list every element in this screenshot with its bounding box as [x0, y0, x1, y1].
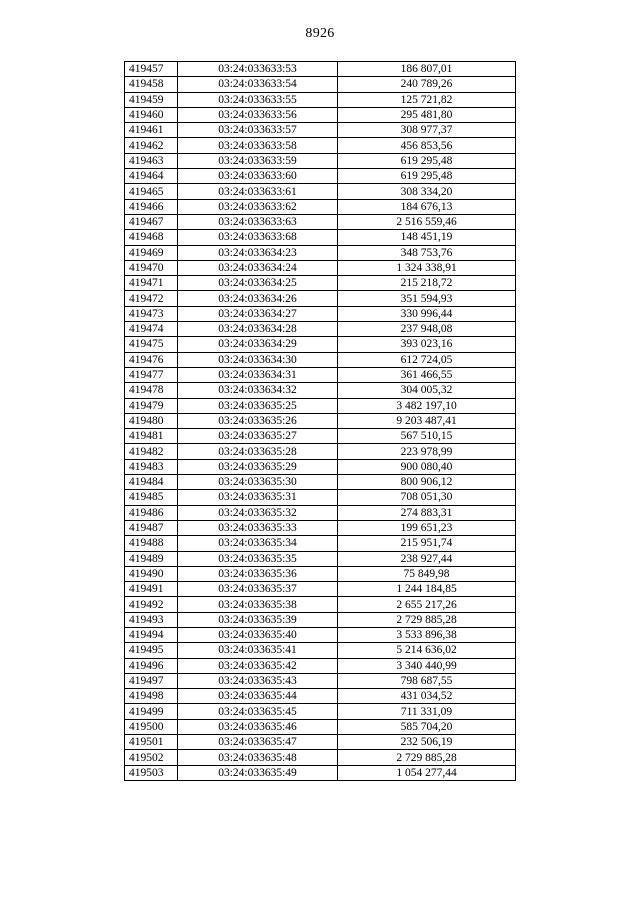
cadastral-value-cell: 1 054 277,44 — [338, 765, 516, 780]
table-row — [125, 383, 516, 398]
cadastral-number-cell: 03:24:033635:44 — [178, 689, 338, 704]
cadastral-value-cell: 199 651,23 — [338, 520, 516, 535]
cadastral-number-cell: 03:24:033633:60 — [178, 169, 338, 184]
cadastral-value-cell: 431 034,52 — [338, 689, 516, 704]
table-row — [125, 398, 516, 413]
table-row — [125, 627, 516, 642]
cadastral-number-cell: 03:24:033635:25 — [178, 398, 338, 413]
table-row — [125, 719, 516, 734]
cadastral-value-cell: 238 927,44 — [338, 551, 516, 566]
row-number-cell: 419475 — [125, 337, 178, 352]
row-number-cell: 419458 — [125, 77, 178, 92]
table-row — [125, 107, 516, 122]
row-number-cell: 419460 — [125, 107, 178, 122]
table-row — [125, 214, 516, 229]
row-number-cell: 419465 — [125, 184, 178, 199]
cadastral-value-cell: 2 729 885,28 — [338, 750, 516, 765]
row-number-cell: 419472 — [125, 291, 178, 306]
row-number-cell: 419495 — [125, 643, 178, 658]
cadastral-number-cell: 03:24:033634:26 — [178, 291, 338, 306]
cadastral-value-cell: 308 334,20 — [338, 184, 516, 199]
cadastral-number-cell: 03:24:033635:40 — [178, 627, 338, 642]
cadastral-number-cell: 03:24:033635:32 — [178, 505, 338, 520]
table-row — [125, 597, 516, 612]
cadastral-value-cell: 215 218,72 — [338, 276, 516, 291]
cadastral-value-cell: 2 516 559,46 — [338, 214, 516, 229]
row-number-cell: 419459 — [125, 92, 178, 107]
cadastral-number-cell: 03:24:033635:46 — [178, 719, 338, 734]
table-row — [125, 689, 516, 704]
row-number-cell: 419468 — [125, 230, 178, 245]
row-number-cell: 419484 — [125, 475, 178, 490]
table-row — [125, 643, 516, 658]
row-number-cell: 419471 — [125, 276, 178, 291]
row-number-cell: 419497 — [125, 673, 178, 688]
table-row — [125, 337, 516, 352]
cadastral-number-cell: 03:24:033633:54 — [178, 77, 338, 92]
table-row — [125, 169, 516, 184]
row-number-cell: 419501 — [125, 735, 178, 750]
cadastral-value-cell: 3 340 440,99 — [338, 658, 516, 673]
table-row — [125, 459, 516, 474]
table-row — [125, 199, 516, 214]
row-number-cell: 419469 — [125, 245, 178, 260]
table-row — [125, 536, 516, 551]
table-row — [125, 306, 516, 321]
row-number-cell: 419477 — [125, 367, 178, 382]
row-number-cell: 419467 — [125, 214, 178, 229]
cadastral-number-cell: 03:24:033635:42 — [178, 658, 338, 673]
cadastral-value-cell: 215 951,74 — [338, 536, 516, 551]
row-number-cell: 419473 — [125, 306, 178, 321]
table-row — [125, 367, 516, 382]
table-row — [125, 551, 516, 566]
cadastral-number-cell: 03:24:033634:29 — [178, 337, 338, 352]
cadastral-value-cell: 186 807,01 — [338, 62, 516, 77]
row-number-cell: 419481 — [125, 429, 178, 444]
cadastral-value-cell: 240 789,26 — [338, 77, 516, 92]
cadastral-value-cell: 304 005,32 — [338, 383, 516, 398]
cadastral-number-cell: 03:24:033634:30 — [178, 352, 338, 367]
table-body — [125, 62, 516, 781]
cadastral-value-cell: 1 324 338,91 — [338, 260, 516, 275]
cadastral-number-cell: 03:24:033633:53 — [178, 62, 338, 77]
cadastral-value-cell: 75 849,98 — [338, 566, 516, 581]
cadastral-number-cell: 03:24:033633:68 — [178, 230, 338, 245]
row-number-cell: 419461 — [125, 123, 178, 138]
cadastral-value-cell: 361 466,55 — [338, 367, 516, 382]
page-number: 8926 — [305, 26, 335, 41]
table-row — [125, 245, 516, 260]
cadastral-number-cell: 03:24:033635:27 — [178, 429, 338, 444]
cadastral-value-cell: 148 451,19 — [338, 230, 516, 245]
cadastral-value-cell: 237 948,08 — [338, 322, 516, 337]
cadastral-value-cell: 3 482 197,10 — [338, 398, 516, 413]
row-number-cell: 419486 — [125, 505, 178, 520]
row-number-cell: 419489 — [125, 551, 178, 566]
cadastral-number-cell: 03:24:033635:33 — [178, 520, 338, 535]
cadastral-number-cell: 03:24:033633:58 — [178, 138, 338, 153]
cadastral-number-cell: 03:24:033635:28 — [178, 444, 338, 459]
table-row — [125, 92, 516, 107]
cadastral-number-cell: 03:24:033634:32 — [178, 383, 338, 398]
table-row — [125, 352, 516, 367]
cadastral-value-cell: 567 510,15 — [338, 429, 516, 444]
cadastral-number-cell: 03:24:033635:41 — [178, 643, 338, 658]
cadastral-number-cell: 03:24:033635:34 — [178, 536, 338, 551]
cadastral-value-cell: 711 331,09 — [338, 704, 516, 719]
row-number-cell: 419463 — [125, 153, 178, 168]
cadastral-value-cell: 393 023,16 — [338, 337, 516, 352]
table-row — [125, 444, 516, 459]
table-row — [125, 612, 516, 627]
cadastral-value-table — [124, 61, 516, 781]
cadastral-number-cell: 03:24:033633:63 — [178, 214, 338, 229]
cadastral-number-cell: 03:24:033635:45 — [178, 704, 338, 719]
cadastral-value-cell: 619 295,48 — [338, 153, 516, 168]
cadastral-number-cell: 03:24:033635:38 — [178, 597, 338, 612]
table-row — [125, 735, 516, 750]
row-number-cell: 419479 — [125, 398, 178, 413]
row-number-cell: 419503 — [125, 765, 178, 780]
cadastral-value-cell: 330 996,44 — [338, 306, 516, 321]
table-row — [125, 153, 516, 168]
table-row — [125, 291, 516, 306]
cadastral-number-cell: 03:24:033635:48 — [178, 750, 338, 765]
table-row — [125, 566, 516, 581]
table-row — [125, 62, 516, 77]
cadastral-number-cell: 03:24:033635:37 — [178, 582, 338, 597]
table-row — [125, 582, 516, 597]
cadastral-value-cell: 5 214 636,02 — [338, 643, 516, 658]
cadastral-number-cell: 03:24:033635:39 — [178, 612, 338, 627]
table-row — [125, 77, 516, 92]
row-number-cell: 419485 — [125, 490, 178, 505]
cadastral-value-cell: 295 481,80 — [338, 107, 516, 122]
row-number-cell: 419493 — [125, 612, 178, 627]
row-number-cell: 419464 — [125, 169, 178, 184]
table-row — [125, 230, 516, 245]
cadastral-value-cell: 800 906,12 — [338, 475, 516, 490]
cadastral-number-cell: 03:24:033633:57 — [178, 123, 338, 138]
cadastral-number-cell: 03:24:033635:26 — [178, 413, 338, 428]
table-row — [125, 123, 516, 138]
table-row — [125, 490, 516, 505]
cadastral-value-cell: 184 676,13 — [338, 199, 516, 214]
cadastral-value-cell: 9 203 487,41 — [338, 413, 516, 428]
table-row — [125, 765, 516, 780]
cadastral-number-cell: 03:24:033635:35 — [178, 551, 338, 566]
cadastral-value-cell: 1 244 184,85 — [338, 582, 516, 597]
cadastral-value-cell: 351 594,93 — [338, 291, 516, 306]
cadastral-value-cell: 708 051,30 — [338, 490, 516, 505]
cadastral-number-cell: 03:24:033635:47 — [178, 735, 338, 750]
row-number-cell: 419480 — [125, 413, 178, 428]
table-row — [125, 750, 516, 765]
row-number-cell: 419499 — [125, 704, 178, 719]
cadastral-value-cell: 619 295,48 — [338, 169, 516, 184]
cadastral-value-cell: 798 687,55 — [338, 673, 516, 688]
table-row — [125, 673, 516, 688]
row-number-cell: 419476 — [125, 352, 178, 367]
row-number-cell: 419498 — [125, 689, 178, 704]
row-number-cell: 419482 — [125, 444, 178, 459]
row-number-cell: 419466 — [125, 199, 178, 214]
cadastral-number-cell: 03:24:033633:56 — [178, 107, 338, 122]
row-number-cell: 419488 — [125, 536, 178, 551]
table-row — [125, 260, 516, 275]
row-number-cell: 419500 — [125, 719, 178, 734]
table-row — [125, 429, 516, 444]
cadastral-number-cell: 03:24:033633:62 — [178, 199, 338, 214]
row-number-cell: 419492 — [125, 597, 178, 612]
cadastral-value-cell: 3 533 896,38 — [338, 627, 516, 642]
table-row — [125, 276, 516, 291]
cadastral-value-cell: 274 883,31 — [338, 505, 516, 520]
cadastral-value-cell: 2 729 885,28 — [338, 612, 516, 627]
row-number-cell: 419474 — [125, 322, 178, 337]
row-number-cell: 419494 — [125, 627, 178, 642]
table-row — [125, 322, 516, 337]
table-row — [125, 138, 516, 153]
row-number-cell: 419502 — [125, 750, 178, 765]
row-number-cell: 419491 — [125, 582, 178, 597]
row-number-cell: 419487 — [125, 520, 178, 535]
cadastral-number-cell: 03:24:033635:31 — [178, 490, 338, 505]
cadastral-value-cell: 232 506,19 — [338, 735, 516, 750]
cadastral-number-cell: 03:24:033633:61 — [178, 184, 338, 199]
table-row — [125, 704, 516, 719]
cadastral-number-cell: 03:24:033634:24 — [178, 260, 338, 275]
cadastral-value-cell: 223 978,99 — [338, 444, 516, 459]
table-row — [125, 413, 516, 428]
cadastral-number-cell: 03:24:033634:27 — [178, 306, 338, 321]
table-row — [125, 184, 516, 199]
cadastral-value-cell: 308 977,37 — [338, 123, 516, 138]
cadastral-number-cell: 03:24:033634:28 — [178, 322, 338, 337]
cadastral-number-cell: 03:24:033634:31 — [178, 367, 338, 382]
row-number-cell: 419457 — [125, 62, 178, 77]
table-row — [125, 475, 516, 490]
cadastral-value-cell: 348 753,76 — [338, 245, 516, 260]
cadastral-number-cell: 03:24:033635:49 — [178, 765, 338, 780]
table-row — [125, 658, 516, 673]
cadastral-number-cell: 03:24:033635:29 — [178, 459, 338, 474]
cadastral-number-cell: 03:24:033635:43 — [178, 673, 338, 688]
row-number-cell: 419470 — [125, 260, 178, 275]
row-number-cell: 419478 — [125, 383, 178, 398]
row-number-cell: 419462 — [125, 138, 178, 153]
cadastral-value-cell: 456 853,56 — [338, 138, 516, 153]
cadastral-value-cell: 125 721,82 — [338, 92, 516, 107]
cadastral-number-cell: 03:24:033634:23 — [178, 245, 338, 260]
cadastral-value-cell: 900 080,40 — [338, 459, 516, 474]
row-number-cell: 419496 — [125, 658, 178, 673]
table-row — [125, 520, 516, 535]
row-number-cell: 419490 — [125, 566, 178, 581]
cadastral-number-cell: 03:24:033635:30 — [178, 475, 338, 490]
cadastral-number-cell: 03:24:033634:25 — [178, 276, 338, 291]
cadastral-value-cell: 585 704,20 — [338, 719, 516, 734]
table-row — [125, 505, 516, 520]
cadastral-number-cell: 03:24:033633:59 — [178, 153, 338, 168]
cadastral-value-cell: 2 655 217,26 — [338, 597, 516, 612]
cadastral-number-cell: 03:24:033635:36 — [178, 566, 338, 581]
cadastral-value-cell: 612 724,05 — [338, 352, 516, 367]
cadastral-number-cell: 03:24:033633:55 — [178, 92, 338, 107]
row-number-cell: 419483 — [125, 459, 178, 474]
